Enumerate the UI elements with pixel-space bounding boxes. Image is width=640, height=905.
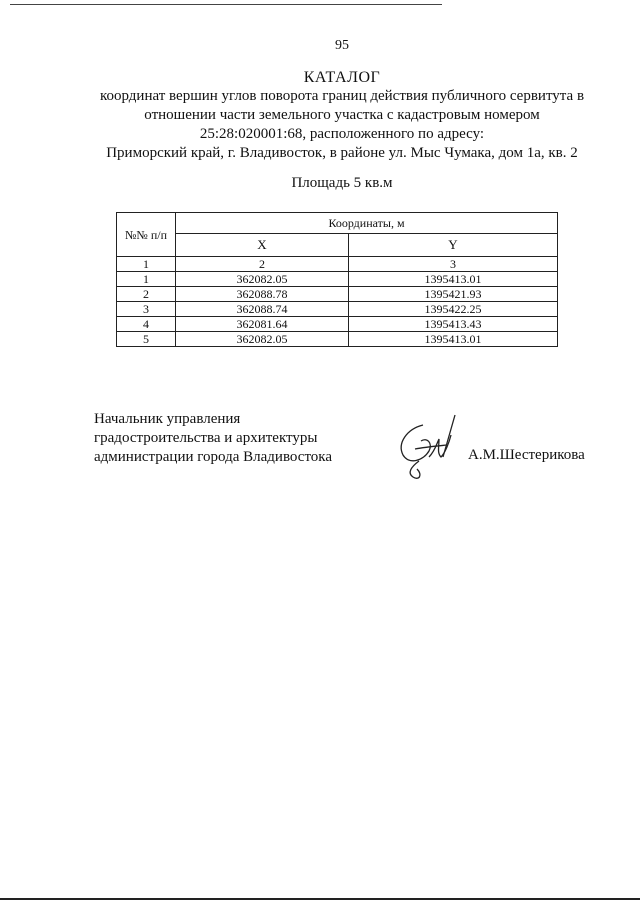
y-coordinate-cell: 1395421.93 bbox=[349, 287, 558, 302]
table-header-row bbox=[117, 213, 558, 234]
number-column-header: №№ п/п bbox=[117, 213, 176, 257]
x-coordinate-cell: 362088.74 bbox=[176, 302, 349, 317]
heading-line-3: 25:28:020001:68, расположенного по адресу: bbox=[199, 126, 485, 142]
position-line-1: Начальник управления bbox=[94, 411, 241, 427]
x-coordinate-cell: 362088.78 bbox=[176, 287, 349, 302]
point-number-cell: 3 bbox=[117, 302, 176, 317]
document-title: КАТАЛОГ bbox=[303, 69, 381, 86]
heading-line-1: координат вершин углов поворота границ действия публичного сервитута в bbox=[99, 88, 585, 104]
point-number-cell: 2 bbox=[117, 287, 176, 302]
y-column-header: Y bbox=[349, 234, 558, 257]
x-column-header: X bbox=[176, 234, 349, 257]
point-number-cell: 4 bbox=[117, 317, 176, 332]
point-number-cell: 1 bbox=[117, 272, 176, 287]
table-row bbox=[117, 317, 558, 332]
column-index-row bbox=[117, 257, 558, 272]
column-index-cell: 1 bbox=[117, 257, 176, 272]
coordinates-table bbox=[116, 212, 558, 347]
column-index-cell: 2 bbox=[176, 257, 349, 272]
document-heading bbox=[80, 68, 604, 163]
y-coordinate-cell: 1395413.01 bbox=[349, 332, 558, 347]
table-row bbox=[117, 287, 558, 302]
heading-line-4: Приморский край, г. Владивосток, в районе ул. Мыс Чумака, дом 1а, кв. 2 bbox=[106, 145, 578, 161]
page-number: 95 bbox=[335, 38, 349, 53]
heading-line-2: отношении части земельного участка с кадастровым номером bbox=[144, 107, 540, 123]
position-line-2: градостроительства и архитектуры bbox=[94, 430, 318, 446]
x-coordinate-cell: 362082.05 bbox=[176, 272, 349, 287]
position-line-3: администрации города Владивостока bbox=[94, 449, 333, 465]
scan-edge-bottom bbox=[0, 898, 640, 900]
signatory-name: А.М.Шестерикова bbox=[468, 447, 585, 463]
signatory-position bbox=[94, 410, 332, 467]
table-row bbox=[117, 302, 558, 317]
scan-edge-top bbox=[10, 4, 442, 5]
area-text: Площадь 5 кв.м bbox=[291, 175, 393, 191]
table-row bbox=[117, 272, 558, 287]
y-coordinate-cell: 1395422.25 bbox=[349, 302, 558, 317]
column-index-cell: 3 bbox=[349, 257, 558, 272]
coordinates-header: Координаты, м bbox=[176, 213, 558, 234]
x-coordinate-cell: 362082.05 bbox=[176, 332, 349, 347]
handwritten-signature bbox=[393, 413, 463, 485]
point-number-cell: 5 bbox=[117, 332, 176, 347]
y-coordinate-cell: 1395413.01 bbox=[349, 272, 558, 287]
x-coordinate-cell: 362081.64 bbox=[176, 317, 349, 332]
table-row bbox=[117, 332, 558, 347]
y-coordinate-cell: 1395413.43 bbox=[349, 317, 558, 332]
axis-header-row bbox=[117, 234, 558, 257]
